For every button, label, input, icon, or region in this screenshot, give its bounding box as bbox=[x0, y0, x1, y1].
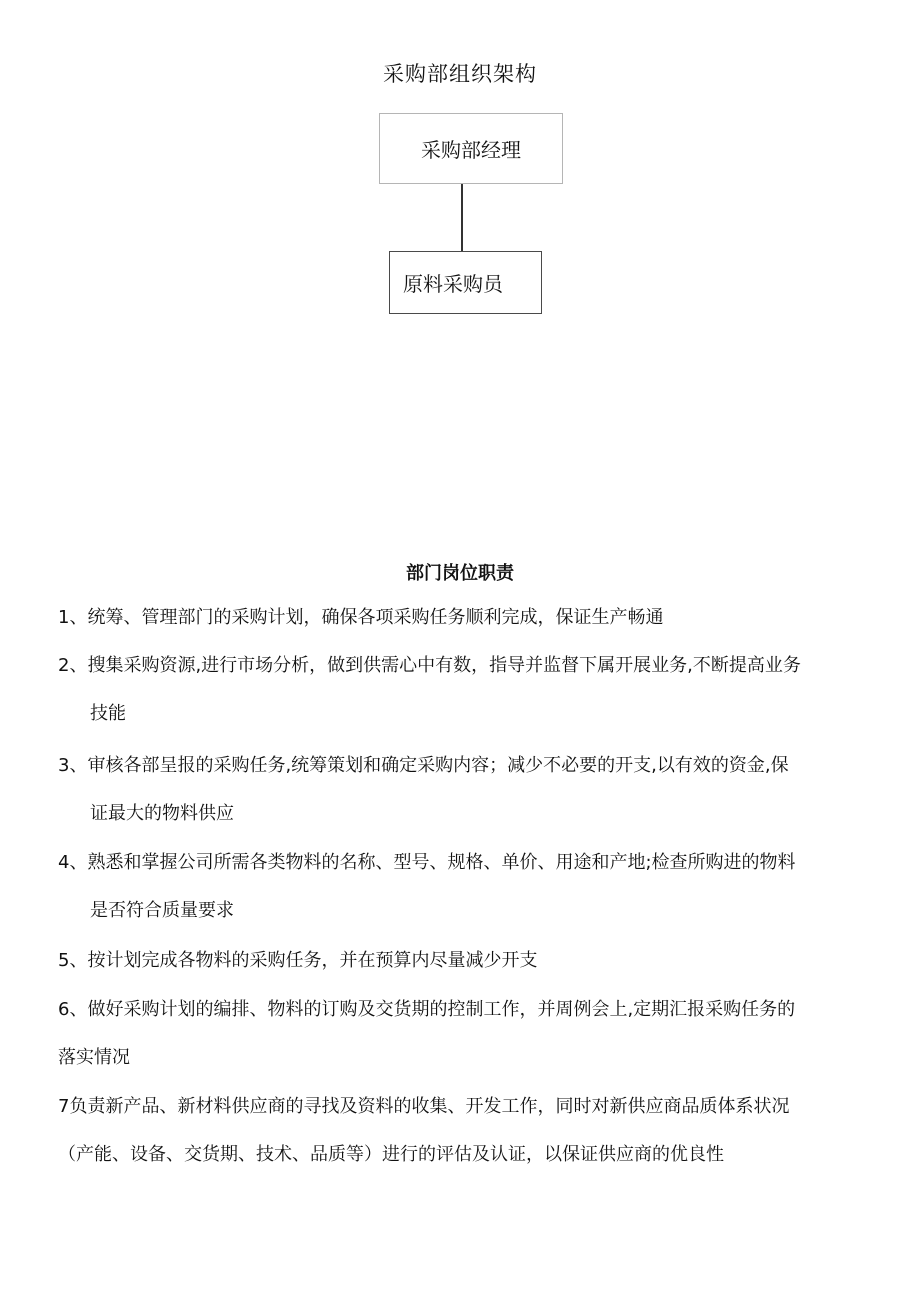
duty-item bbox=[58, 839, 896, 935]
duty-item bbox=[58, 986, 896, 1082]
duty-item-text: 1、统筹、管理部门的采购计划，确保各项采购任务顺利完成，保证生产畅通 bbox=[58, 607, 664, 628]
org-box-manager bbox=[379, 113, 563, 184]
duty-item-text: 2、搜集采购资源,进行市场分析，做到供需心中有数，指导并监督下属开展业务,不断提高业务 bbox=[58, 655, 801, 676]
org-chart-title: 采购部组织架构 bbox=[383, 62, 537, 86]
duty-item-text: 3、审核各部呈报的采购任务,统筹策划和确定采购内容；减少不必要的开支,以有效的资金,保 bbox=[58, 755, 789, 776]
duty-item bbox=[58, 642, 896, 738]
org-box-buyer bbox=[389, 251, 542, 314]
duty-item bbox=[58, 937, 896, 985]
duty-item-continuation: （产能、设备、交货期、技术、品质等）进行的评估及认证，以保证供应商的优良性 bbox=[58, 1144, 724, 1165]
duty-item-continuation: 是否符合质量要求 bbox=[90, 900, 234, 921]
duty-item bbox=[58, 742, 896, 838]
duty-item-continuation: 落实情况 bbox=[58, 1047, 130, 1068]
duty-item-text: 6、做好采购计划的编排、物料的订购及交货期的控制工作，并周例会上,定期汇报采购任务的 bbox=[58, 999, 796, 1020]
org-connector-line bbox=[461, 184, 463, 251]
duty-item-text: 7负责新产品、新材料供应商的寻找及资料的收集、开发工作，同时对新供应商品质体系状况 bbox=[58, 1096, 790, 1117]
org-box-buyer-label: 原料采购员 bbox=[403, 272, 503, 296]
duty-item bbox=[58, 594, 896, 642]
duty-item-continuation: 证最大的物料供应 bbox=[90, 803, 234, 824]
duties-heading: 部门岗位职责 bbox=[406, 563, 514, 584]
duty-item-text: 4、熟悉和掌握公司所需各类物料的名称、型号、规格、单价、用途和产地;检查所购进的物料 bbox=[58, 852, 796, 873]
duty-item-text: 5、按计划完成各物料的采购任务，并在预算内尽量减少开支 bbox=[58, 950, 538, 971]
org-box-manager-label: 采购部经理 bbox=[421, 138, 521, 162]
duty-item bbox=[58, 1083, 896, 1179]
duty-item-continuation: 技能 bbox=[90, 703, 126, 724]
